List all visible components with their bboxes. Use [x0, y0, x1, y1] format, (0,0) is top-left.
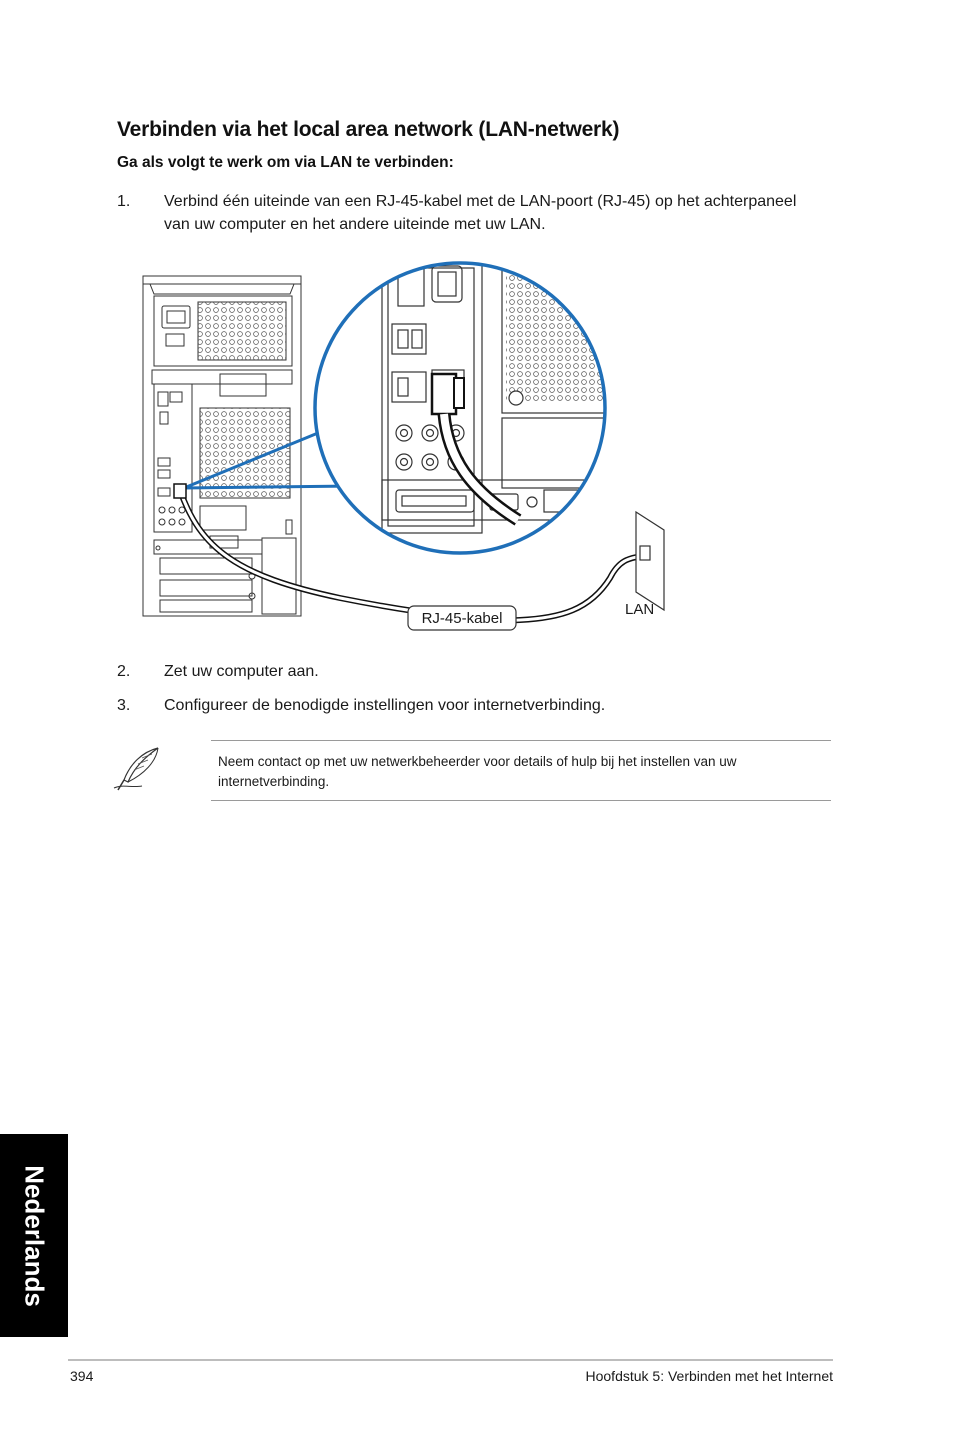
feather-pen-icon [112, 744, 164, 794]
footer-divider [68, 1359, 833, 1361]
subheading: Ga als volgt te werk om via LAN te verbinden: [117, 154, 454, 171]
note-divider-top [211, 740, 831, 741]
step-number: 1. [117, 193, 131, 210]
computer-rear-panel [143, 276, 301, 616]
section-title: Verbinden via het local area network (LAN-netwerk) [117, 118, 620, 141]
step-2 [117, 660, 817, 684]
step-3 [117, 694, 817, 718]
language-side-tab [0, 1134, 68, 1337]
step-number: 3. [117, 697, 131, 714]
cable-label: RJ-45-kabel [421, 610, 503, 627]
note-text: Neem contact op met uw netwerkbeheerder voor details of hulp bij het instellen van uw internetverbinding. [218, 754, 737, 789]
step-text: Verbind één uiteinde van een RJ-45-kabel met de LAN-poort (RJ-45) op het achterpaneel van uw computer en het andere uiteinde met uw LAN. [164, 193, 797, 233]
lan-wall-socket [636, 512, 664, 610]
step-text: Zet uw computer aan. [164, 663, 319, 680]
step-number: 2. [117, 663, 131, 680]
lan-connection-illustration [140, 258, 680, 638]
step-text: Configureer de benodigde instellingen voor internetverbinding. [164, 697, 606, 714]
language-label: Nederlands [19, 1164, 50, 1307]
page-number: 394 [70, 1368, 94, 1384]
wall-socket-label: LAN [625, 601, 655, 618]
magnified-port-view [310, 258, 622, 558]
footer-chapter-title: Hoofdstuk 5: Verbinden met het Internet [585, 1368, 833, 1384]
step-1 [117, 190, 817, 238]
note-divider-bottom [211, 800, 831, 801]
